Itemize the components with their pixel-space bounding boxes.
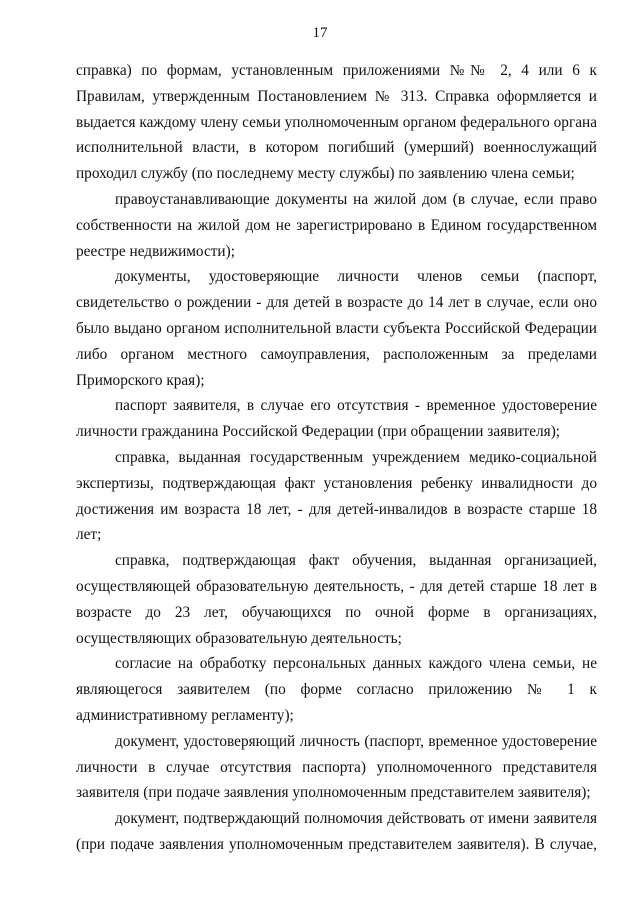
paragraph-representative-authority: документ, подтверждающий полномочия действовать от имени заявителя (при подаче заявления уполномоченным представителем заявителя). В случае, — [76, 810, 597, 853]
paragraph-applicant-passport: паспорт заявителя, в случае его отсутствия - временное удостоверение личности гражданина Российской Федерации (при обращении заявителя); — [76, 397, 597, 441]
paragraph-certificate-forms: справка) по формам, установленным приложениями №№ 2, 4 или 6 к Правилам, утвержденным Постановлением № 313. Справка оформляется и выдается каждому члену семьи уполномоченным органом федерального органа исполнительной власти, в котором погибший (умерший) военнослужащий проходил службу (по последнему месту службы) по заявлению члена семьи; — [76, 62, 597, 183]
document-body — [76, 58, 597, 858]
page-number: 17 — [312, 25, 328, 41]
paragraph-representative-identity: документ, удостоверяющий личность (паспорт, временное удостоверение личности в случае отсутствия паспорта) уполномоченного представителя заявителя (при подаче заявления уполномоченным представителем заявителя); — [76, 732, 597, 802]
paragraph-study-certificate: справка, подтверждающая факт обучения, выданная организацией, осуществляющей образовательную деятельность, - для детей старше 18 лет в возрасте до 23 лет, обучающихся по очной форме в организациях, осуществляющих образовательную деятельность; — [76, 552, 597, 647]
paragraph-title-documents: правоустанавливающие документы на жилой дом (в случае, если право собственности на жилой дом не зарегистрировано в Едином государственном реестре недвижимости); — [76, 190, 597, 260]
paragraph-disability-certificate: справка, выданная государственным учреждением медико-социальной экспертизы, подтверждающая факт установления ребенку инвалидности до достижения им возраста 18 лет, - для детей-инвалидов в возрасте старше 18 лет; — [76, 448, 597, 544]
paragraph-family-identity-documents: документы, удостоверяющие личности членов семьи (паспорт, свидетельство о рождении - для детей в возрасте до 14 лет в случае, если оно было выдано органом исполнительной власти субъекта Российской Федерации либо органом местного самоуправления, расположенным за пределами Приморского края); — [76, 268, 597, 389]
paragraph-personal-data-consent: согласие на обработку персональных данных каждого члена семьи, не являющегося заявителем (по форме согласно приложению № 1 к административному регламенту); — [76, 655, 597, 724]
